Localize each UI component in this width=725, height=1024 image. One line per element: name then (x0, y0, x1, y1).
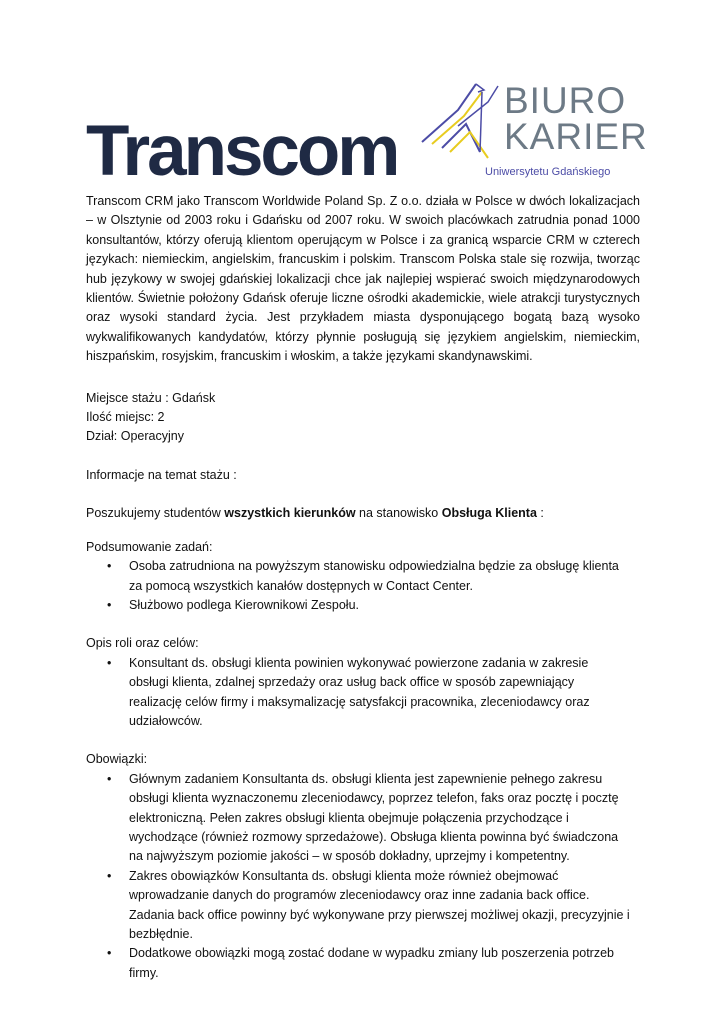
list-item (86, 557, 640, 596)
bullet-icon: • (107, 771, 112, 786)
search-middle: na stanowisko (355, 506, 442, 521)
search-line (86, 504, 640, 523)
places-line: Ilość miejsc: 2 (86, 410, 165, 425)
info-heading: Informacje na temat stażu : (86, 467, 237, 482)
search-position: Obsługa Klienta (441, 506, 537, 521)
list-item (86, 654, 640, 732)
biuro-word: BIURO (504, 80, 627, 121)
list-item-text: Służbowo podlega Kierownikowi Zespołu. (129, 597, 359, 612)
bullet-icon: • (107, 946, 112, 961)
bullet-icon: • (107, 559, 112, 574)
search-suffix: : (536, 506, 544, 521)
list-item-text: Głównym zadaniem Konsultanta ds. obsługi klienta jest zapewnienie pełnego zakresu obsługi klienta wyznaczonemu zleceniodawcy, poprzez telefon, faks oraz pocztę i pocztę elektroniczną. Pełen zakres obsługi klienta obejmuje połączenia przychodzące i wychodzące (również rozmowy sprzedażowe). Obsługa klienta powinna być świadczona na najwyższym poziomie jakości – w sposób dokładny, uprzejmy i kompetentny. (129, 771, 619, 864)
search-prefix: Poszukujemy studentów (86, 506, 225, 521)
karier-word: KARIER (504, 116, 648, 157)
list-item-text: Konsultant ds. obsługi klienta powinien wykonywać powierzone zadania w zakresie obsługi klienta, zdalnej sprzedaży oraz usług back office w sposób zapewniający realizację celów firmy i maksymalizację satysfakcji pracownika, zleceniodawcy oraz udziałowców. (129, 655, 590, 728)
summary-list (86, 557, 640, 615)
list-item (86, 770, 640, 867)
document-body (86, 192, 640, 983)
bullet-icon: • (107, 655, 112, 670)
biuro-subtitle: Uniwersytetu Gdańskiego (485, 166, 611, 178)
location-line: Miejsce stażu : Gdańsk (86, 390, 216, 405)
list-item (86, 867, 640, 945)
list-item (86, 944, 640, 983)
arrows-logo-icon (418, 82, 508, 172)
internship-details (86, 389, 640, 447)
duties-list (86, 770, 640, 983)
list-item (86, 596, 640, 615)
search-field: wszystkich kierunków (224, 506, 356, 521)
list-item-text: Dodatkowe obowiązki mogą zostać dodane w wypadku zmiany lub poszerzenia potrzeb firmy. (129, 946, 614, 980)
department-line: Dział: Operacyjny (86, 429, 184, 444)
transcom-logo: Transcom (86, 112, 398, 191)
summary-heading: Podsumowanie zadań: (86, 539, 213, 554)
list-item-text: Osoba zatrudniona na powyższym stanowisku odpowiedzialna będzie za obsługę klienta za pomocą wszystkich kanałów dostępnych w Contact Center. (129, 559, 619, 593)
biuro-karier-logo (418, 80, 648, 190)
list-item-text: Zakres obowiązków Konsultanta ds. obsługi klienta może również obejmować wprowadzanie danych do programów zleceniodawcy oraz inne zadania back office. Zadania back office powinny być wykonywane przy pierwszej możliwej okazji, precyzyjnie i bezbłędnie. (129, 868, 630, 941)
company-description: Transcom CRM jako Transcom Worldwide Poland Sp. Z o.o. działa w Polsce w dwóch lokalizacjach – w Olsztynie od 2003 roku i Gdańsku od 2007 roku. W swoich placówkach zatrudnia ponad 1000 konsultantów, którzy oferują klientom operującym w Polsce i za granicą wsparcie CRM w czterech językach: niemieckim, angielskim, francuskim i polskim. Transcom Polska stale się rozwija, tworząc hub językowy w swojej gdańskiej lokalizacji chce jak najlepiej wspierać swoich międzynarodowych klientów. Świetnie położony Gdańsk oferuje liczne ośrodki akademickie, wiele atrakcji turystycznych oraz wysoki standard życia. Jest przykładem miasta dysponującego bogatą bazą wysoko wykwalifikowanych kandydatów, którzy płynnie posługują się językiem angielskim, niemieckim, hiszpańskim, rosyjskim, francuskim i włoskim, a także językami skandynawskimi. (86, 194, 640, 364)
duties-heading: Obowiązki: (86, 752, 148, 767)
bullet-icon: • (107, 597, 112, 612)
bullet-icon: • (107, 868, 112, 883)
role-list (86, 654, 640, 732)
role-heading: Opis roli oraz celów: (86, 636, 199, 651)
